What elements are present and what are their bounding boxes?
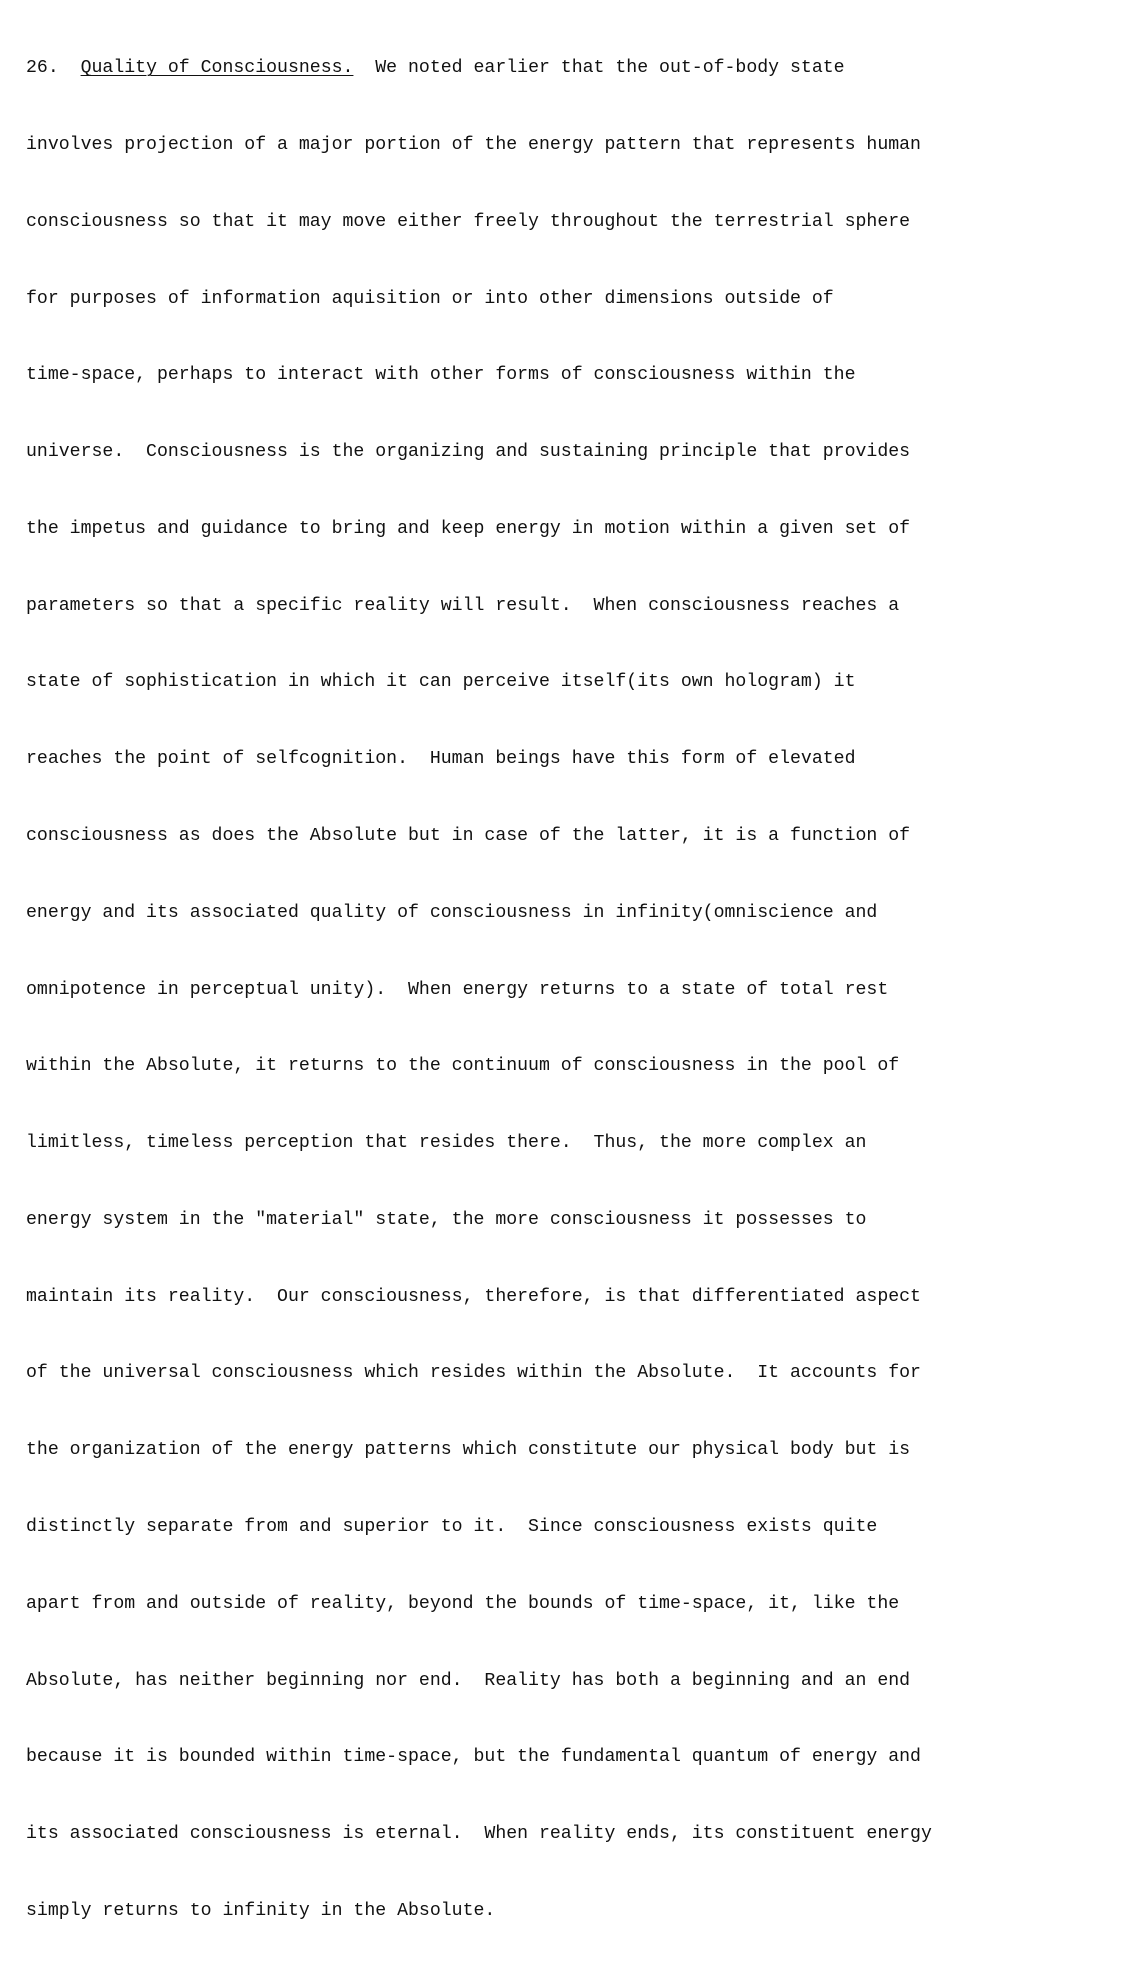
paragraph-26 xyxy=(26,5,932,1976)
paragraph-number: 26. xyxy=(26,58,81,79)
text-line: the organization of the energy patterns which constitute our physical body but is xyxy=(26,1440,911,1461)
text-line: of the universal consciousness which resides within the Absolute. It accounts for xyxy=(26,1363,921,1384)
text-line: consciousness as does the Absolute but in case of the latter, it is a function of xyxy=(26,826,911,846)
text-line: because it is bounded within time-space, but the fundamental quantum of energy and xyxy=(26,1747,921,1768)
text-line: reaches the point of selfcognition. Human beings have this form of elevated xyxy=(26,749,856,770)
text-line: universe. Consciousness is the organizing and sustaining principle that provides xyxy=(26,442,911,463)
text-line: energy and its associated quality of consciousness in infinity(omniscience and xyxy=(26,902,878,923)
text-line: distinctly separate from and superior to it. Since consciousness exists quite xyxy=(26,1517,878,1538)
text-line: consciousness so that it may move either freely throughout the terrestrial sphere xyxy=(26,211,911,232)
text-line: state of sophistication in which it can perceive itself(its own hologram) it xyxy=(26,672,856,693)
text-line: omnipotence in perceptual unity). When energy returns to a state of total rest xyxy=(26,979,889,1000)
text-line: simply returns to infinity in the Absolute. xyxy=(26,1900,496,1921)
text-line: for purposes of information aquisition or into other dimensions outside of xyxy=(26,288,834,309)
text-line: apart from and outside of reality, beyond the bounds of time-space, it, like the xyxy=(26,1593,900,1614)
text-line: limitless, timeless perception that resides there. Thus, the more complex an xyxy=(26,1133,867,1154)
text-line: within the Absolute, it returns to the continuum of consciousness in the pool of xyxy=(26,1056,900,1077)
line-text: We noted earlier that the out-of-body state xyxy=(353,58,845,79)
text-line: the impetus and guidance to bring and keep energy in motion within a given set of xyxy=(26,518,911,539)
text-line: involves projection of a major portion of the energy pattern that represents human xyxy=(26,134,921,155)
text-line: parameters so that a specific reality will result. When consciousness reaches a xyxy=(26,595,900,616)
text-line: time-space, perhaps to interact with other forms of consciousness within the xyxy=(26,365,856,386)
text-line: its associated consciousness is eternal. When reality ends, its constituent energy xyxy=(26,1824,932,1845)
text-line xyxy=(26,56,932,82)
text-line: energy system in the "material" state, the more consciousness it possesses to xyxy=(26,1209,867,1230)
section-title: Quality of Consciousness. xyxy=(80,58,354,79)
text-line: maintain its reality. Our consciousness, therefore, is that differentiated aspect xyxy=(26,1286,921,1307)
text-line: Absolute, has neither beginning nor end. Reality has both a beginning and an end xyxy=(26,1670,911,1691)
